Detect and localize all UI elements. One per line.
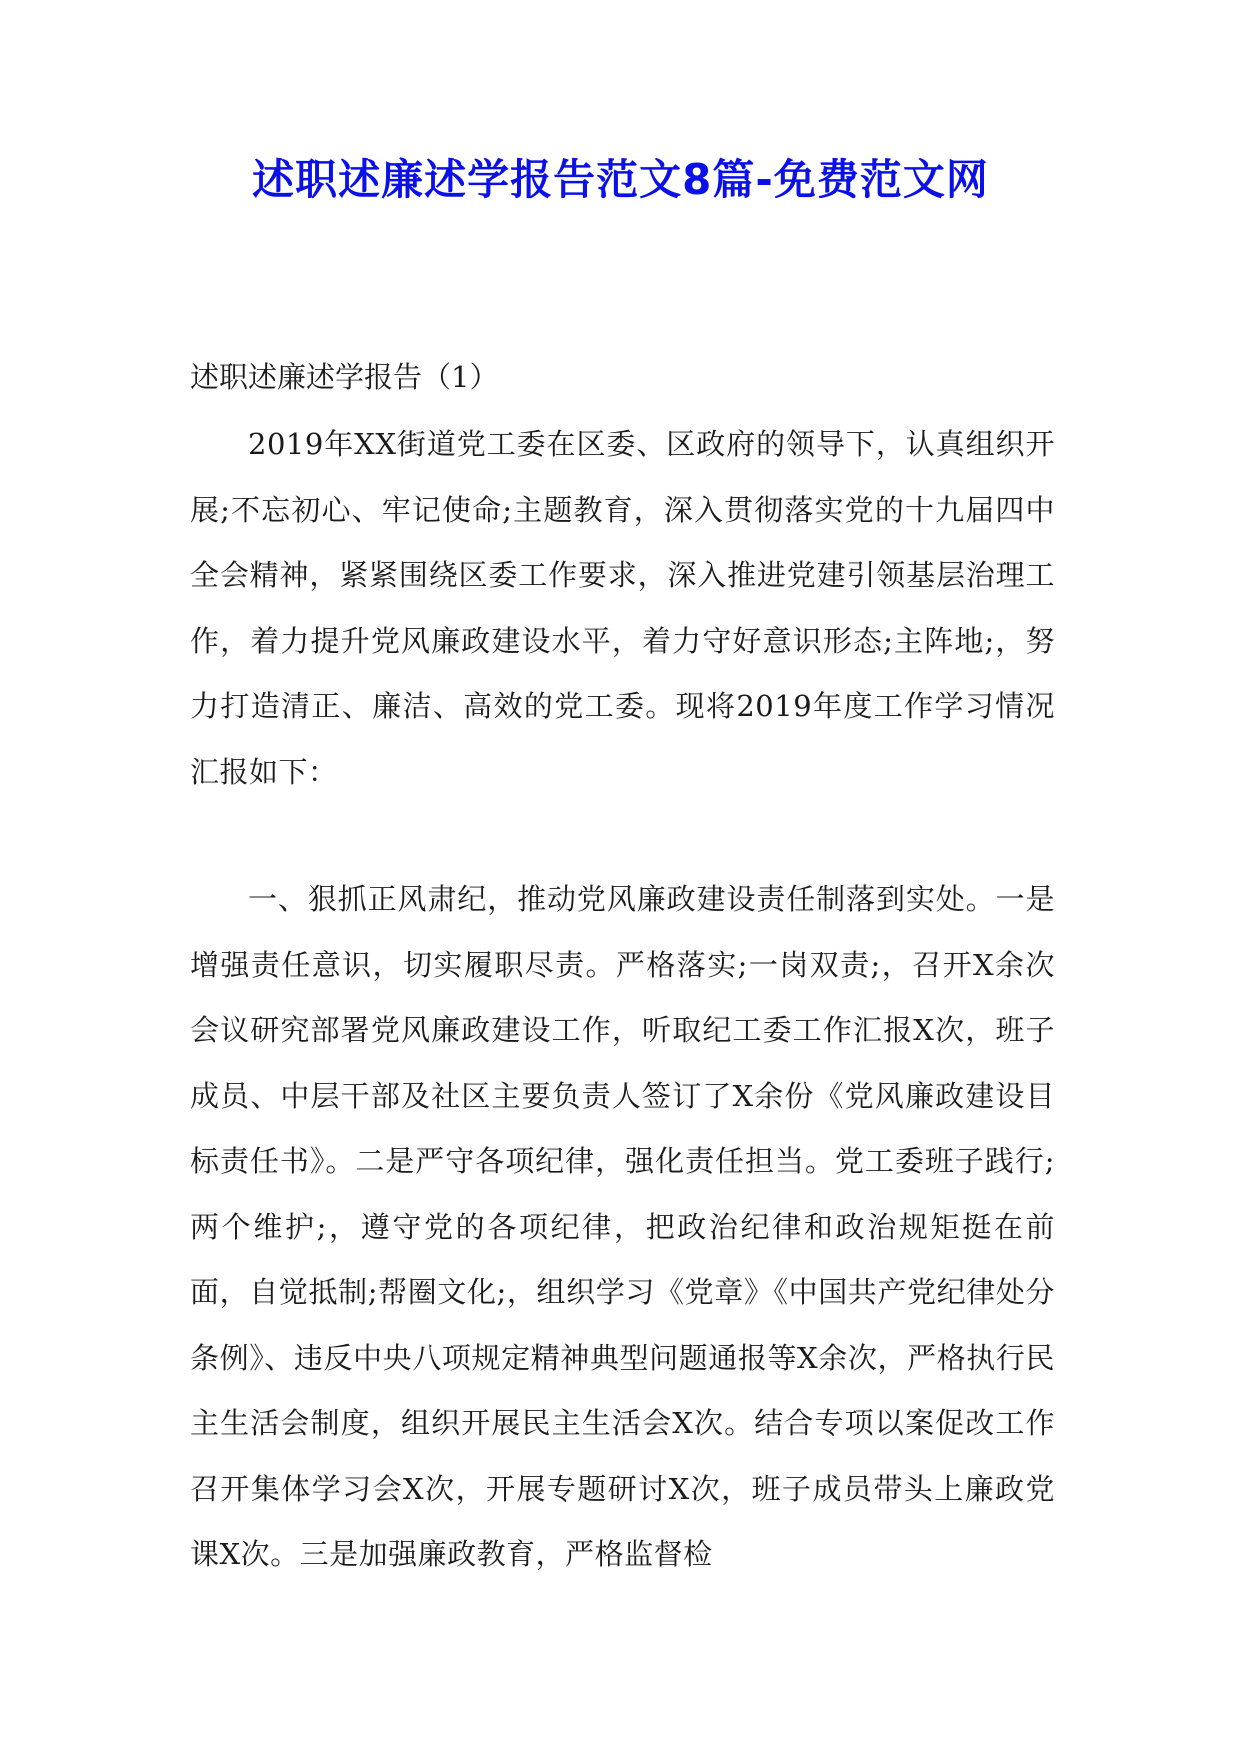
- document-body: [190, 352, 1055, 1588]
- body-paragraph: 一、狠抓正风肃纪，推动党风廉政建设责任制落到实处。一是增强责任意识，切实履职尽责。严格落实;一岗双责;，召开X余次会议研究部署党风廉政建设工作，听取纪工委工作汇报X次，班子成员、中层干部及社区主要负责人签订了X余份《党风廉政建设目标责任书》。二是严守各项纪律，强化责任担当。党工委班子践行;两个维护;，遵守党的各项纪律，把政治纪律和政治规矩挺在前面，自觉抵制;帮圈文化;，组织学习《党章》《中国共产党纪律处分条例》、违反中央八项规定精神典型问题通报等X余次，严格执行民主生活会制度，组织开展民主生活会X次。结合专项以案促改工作召开集体学习会X次，开展专题研讨X次，班子成员带头上廉政党课X次。三是加强廉政教育，严格监督检: [190, 882, 1055, 1571]
- section-heading: 述职述廉述学报告（1）: [190, 360, 499, 394]
- body-paragraph: 2019年XX街道党工委在区委、区政府的领导下，认真组织开展;不忘初心、牢记使命;主题教育，深入贯彻落实党的十九届四中全会精神，紧紧围绕区委工作要求，深入推进党建引领基层治理工作，着力提升党风廉政建设水平，着力守好意识形态;主阵地;，努力打造清正、廉洁、高效的党工委。现将2019年度工作学习情况汇报如下：: [190, 427, 1055, 789]
- document-title: 述职述廉述学报告范文8篇-免费范文网: [252, 155, 989, 204]
